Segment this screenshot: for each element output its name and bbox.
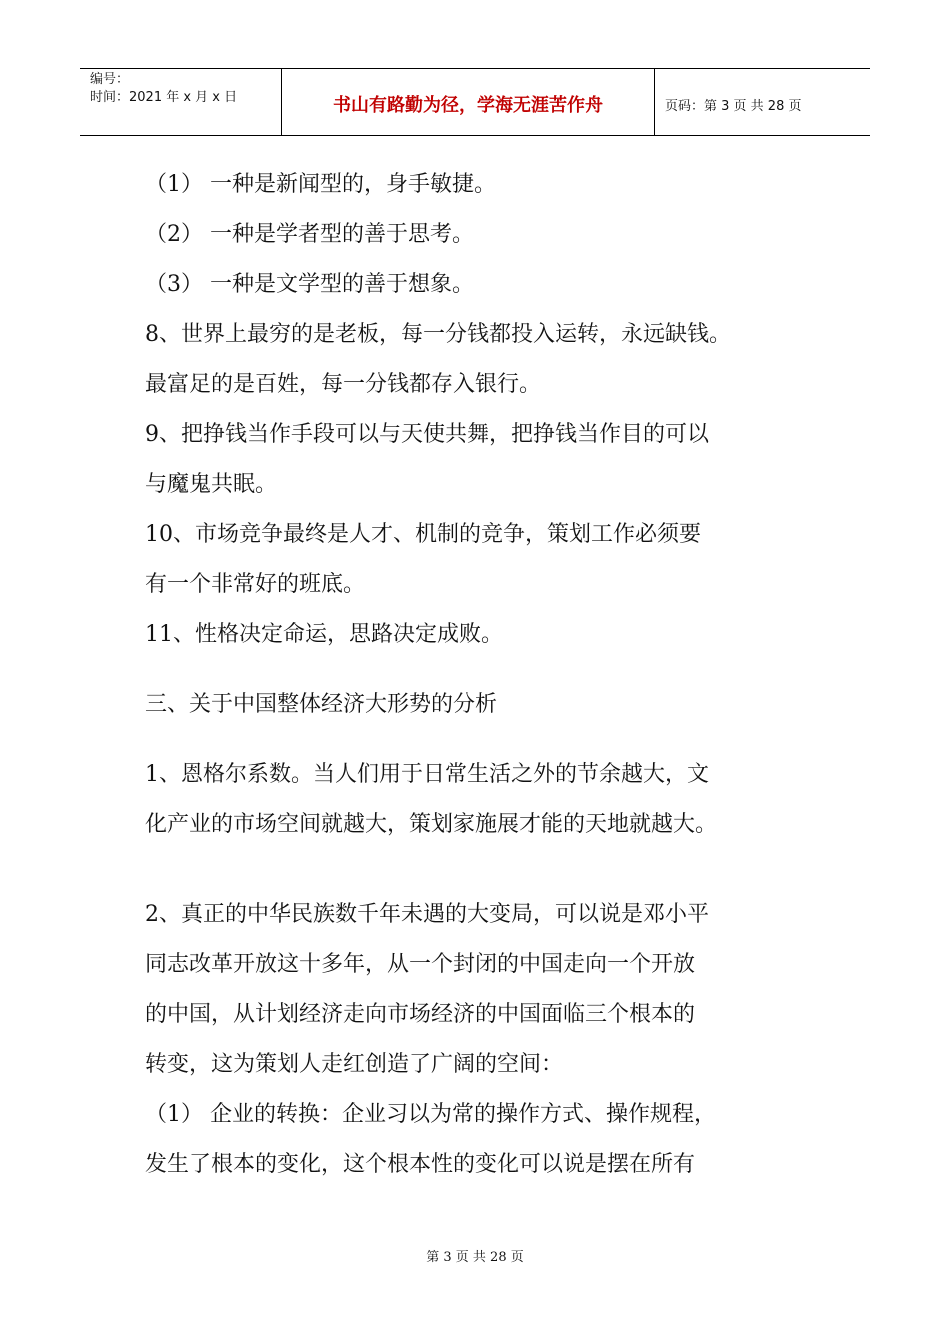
page-footer: 第 3 页 共 28 页 — [426, 1250, 524, 1265]
point-2-line-3: 的中国，从计划经济走向市场经济的中国面临三个根本的 — [145, 1002, 696, 1027]
header-page-number: 页码：第 3 页 共 28 页 — [665, 98, 802, 114]
paragraph-9-line-2: 与魔鬼共眠。 — [145, 472, 278, 497]
paragraph-8-line-1: 8、世界上最穷的是老板，每一分钱都投入运转，永远缺钱。 — [145, 322, 731, 347]
paragraph-10-line-2: 有一个非常好的班底。 — [145, 572, 366, 597]
list-item-3: （3） 一种是文学型的善于想象。 — [145, 272, 474, 297]
document-number-label: 编号： — [90, 72, 130, 87]
section-heading-3: 三、关于中国整体经济大形势的分析 — [145, 692, 498, 717]
point-2-line-4: 转变，这为策划人走红创造了广阔的空间： — [145, 1052, 564, 1077]
page-header — [80, 68, 870, 136]
list-item-2: （2） 一种是学者型的善于思考。 — [145, 222, 474, 247]
paragraph-10-line-1: 10、市场竞争最终是人才、机制的竞争，策划工作必须要 — [145, 522, 701, 547]
header-motto: 书山有路勤为径，学海无涯苦作舟 — [282, 69, 655, 135]
point-1-line-2: 化产业的市场空间就越大，策划家施展才能的天地就越大。 — [145, 812, 718, 837]
header-meta — [80, 69, 282, 135]
point-1-line-1: 1、恩格尔系数。当人们用于日常生活之外的节余越大，文 — [145, 762, 709, 787]
document-body — [145, 160, 825, 1190]
sub-item-1-line-1: （1） 企业的转换：企业习以为常的操作方式、操作规程， — [145, 1102, 716, 1127]
point-2-line-1: 2、真正的中华民族数千年未遇的大变局，可以说是邓小平 — [145, 902, 709, 927]
paragraph-9-line-1: 9、把挣钱当作手段可以与天使共舞，把挣钱当作目的可以 — [145, 422, 709, 447]
point-2-line-2: 同志改革开放这十多年，从一个封闭的中国走向一个开放 — [145, 952, 696, 977]
sub-item-1-line-2: 发生了根本的变化，这个根本性的变化可以说是摆在所有 — [145, 1152, 696, 1177]
list-item-1: （1） 一种是新闻型的，身手敏捷。 — [145, 172, 496, 197]
paragraph-8-line-2: 最富足的是百姓，每一分钱都存入银行。 — [145, 372, 542, 397]
document-date: 时间：2021 年 x 月 x 日 — [90, 90, 238, 105]
paragraph-11: 11、性格决定命运，思路决定成败。 — [145, 622, 503, 647]
